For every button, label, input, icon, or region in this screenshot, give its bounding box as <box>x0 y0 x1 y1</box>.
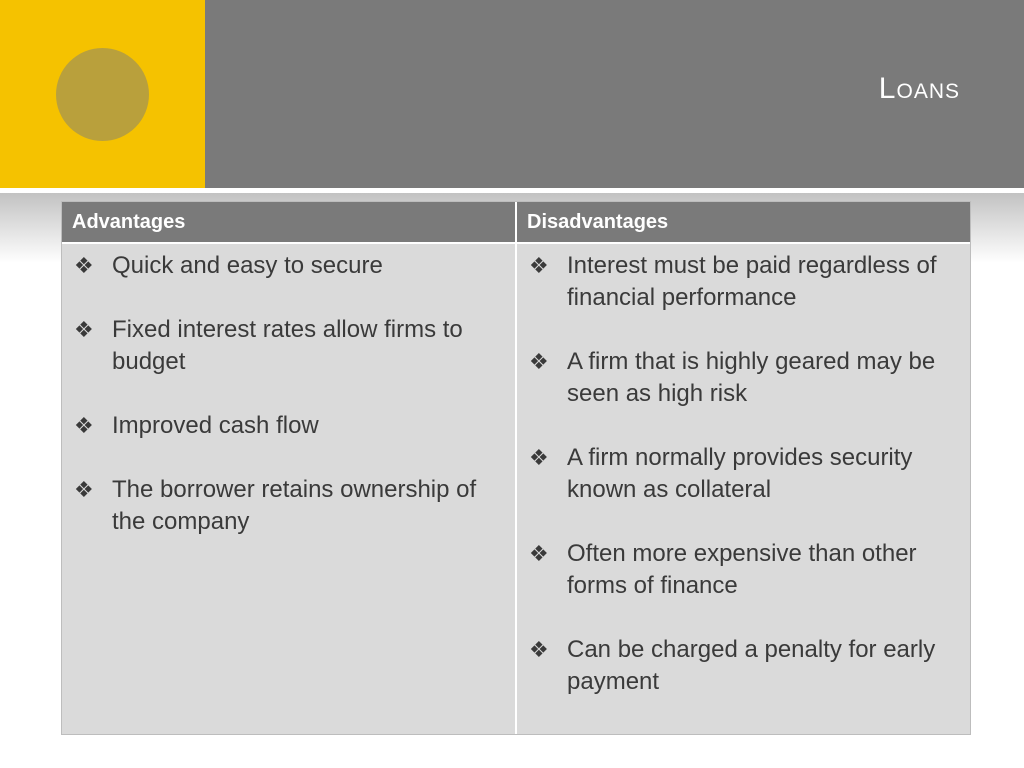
list-item: ❖ The borrower retains ownership of the company <box>72 474 505 538</box>
disadvantages-header: Disadvantages <box>517 202 970 244</box>
diamond-bullet-icon: ❖ <box>529 253 549 278</box>
list-item: ❖ A firm normally provides security known as collateral <box>527 442 960 506</box>
diamond-bullet-icon: ❖ <box>529 637 549 662</box>
list-item: ❖ Quick and easy to secure <box>72 250 505 282</box>
list-item: ❖ Fixed interest rates allow firms to budget <box>72 314 505 378</box>
diamond-bullet-icon: ❖ <box>529 445 549 470</box>
diamond-bullet-icon: ❖ <box>74 413 94 438</box>
list-item: ❖ Interest must be paid regardless of financial performance <box>527 250 960 314</box>
list-item: ❖ Improved cash flow <box>72 410 505 442</box>
disadvantages-list <box>517 244 970 734</box>
diamond-bullet-icon: ❖ <box>74 253 94 278</box>
advantages-column <box>62 202 515 734</box>
list-item: ❖ Can be charged a penalty for early payment <box>527 634 960 698</box>
disadvantages-column <box>515 202 970 734</box>
diamond-bullet-icon: ❖ <box>529 541 549 566</box>
advantages-header: Advantages <box>62 202 515 244</box>
title-bar <box>205 0 1024 188</box>
slide-title: Loans <box>878 72 960 105</box>
list-item: ❖ Often more expensive than other forms of finance <box>527 538 960 602</box>
decorative-circle <box>56 48 149 141</box>
comparison-table <box>61 201 971 735</box>
diamond-bullet-icon: ❖ <box>74 477 94 502</box>
list-item: ❖ A firm that is highly geared may be seen as high risk <box>527 346 960 410</box>
diamond-bullet-icon: ❖ <box>529 349 549 374</box>
diamond-bullet-icon: ❖ <box>74 317 94 342</box>
accent-block <box>0 0 205 188</box>
advantages-list <box>62 244 515 734</box>
